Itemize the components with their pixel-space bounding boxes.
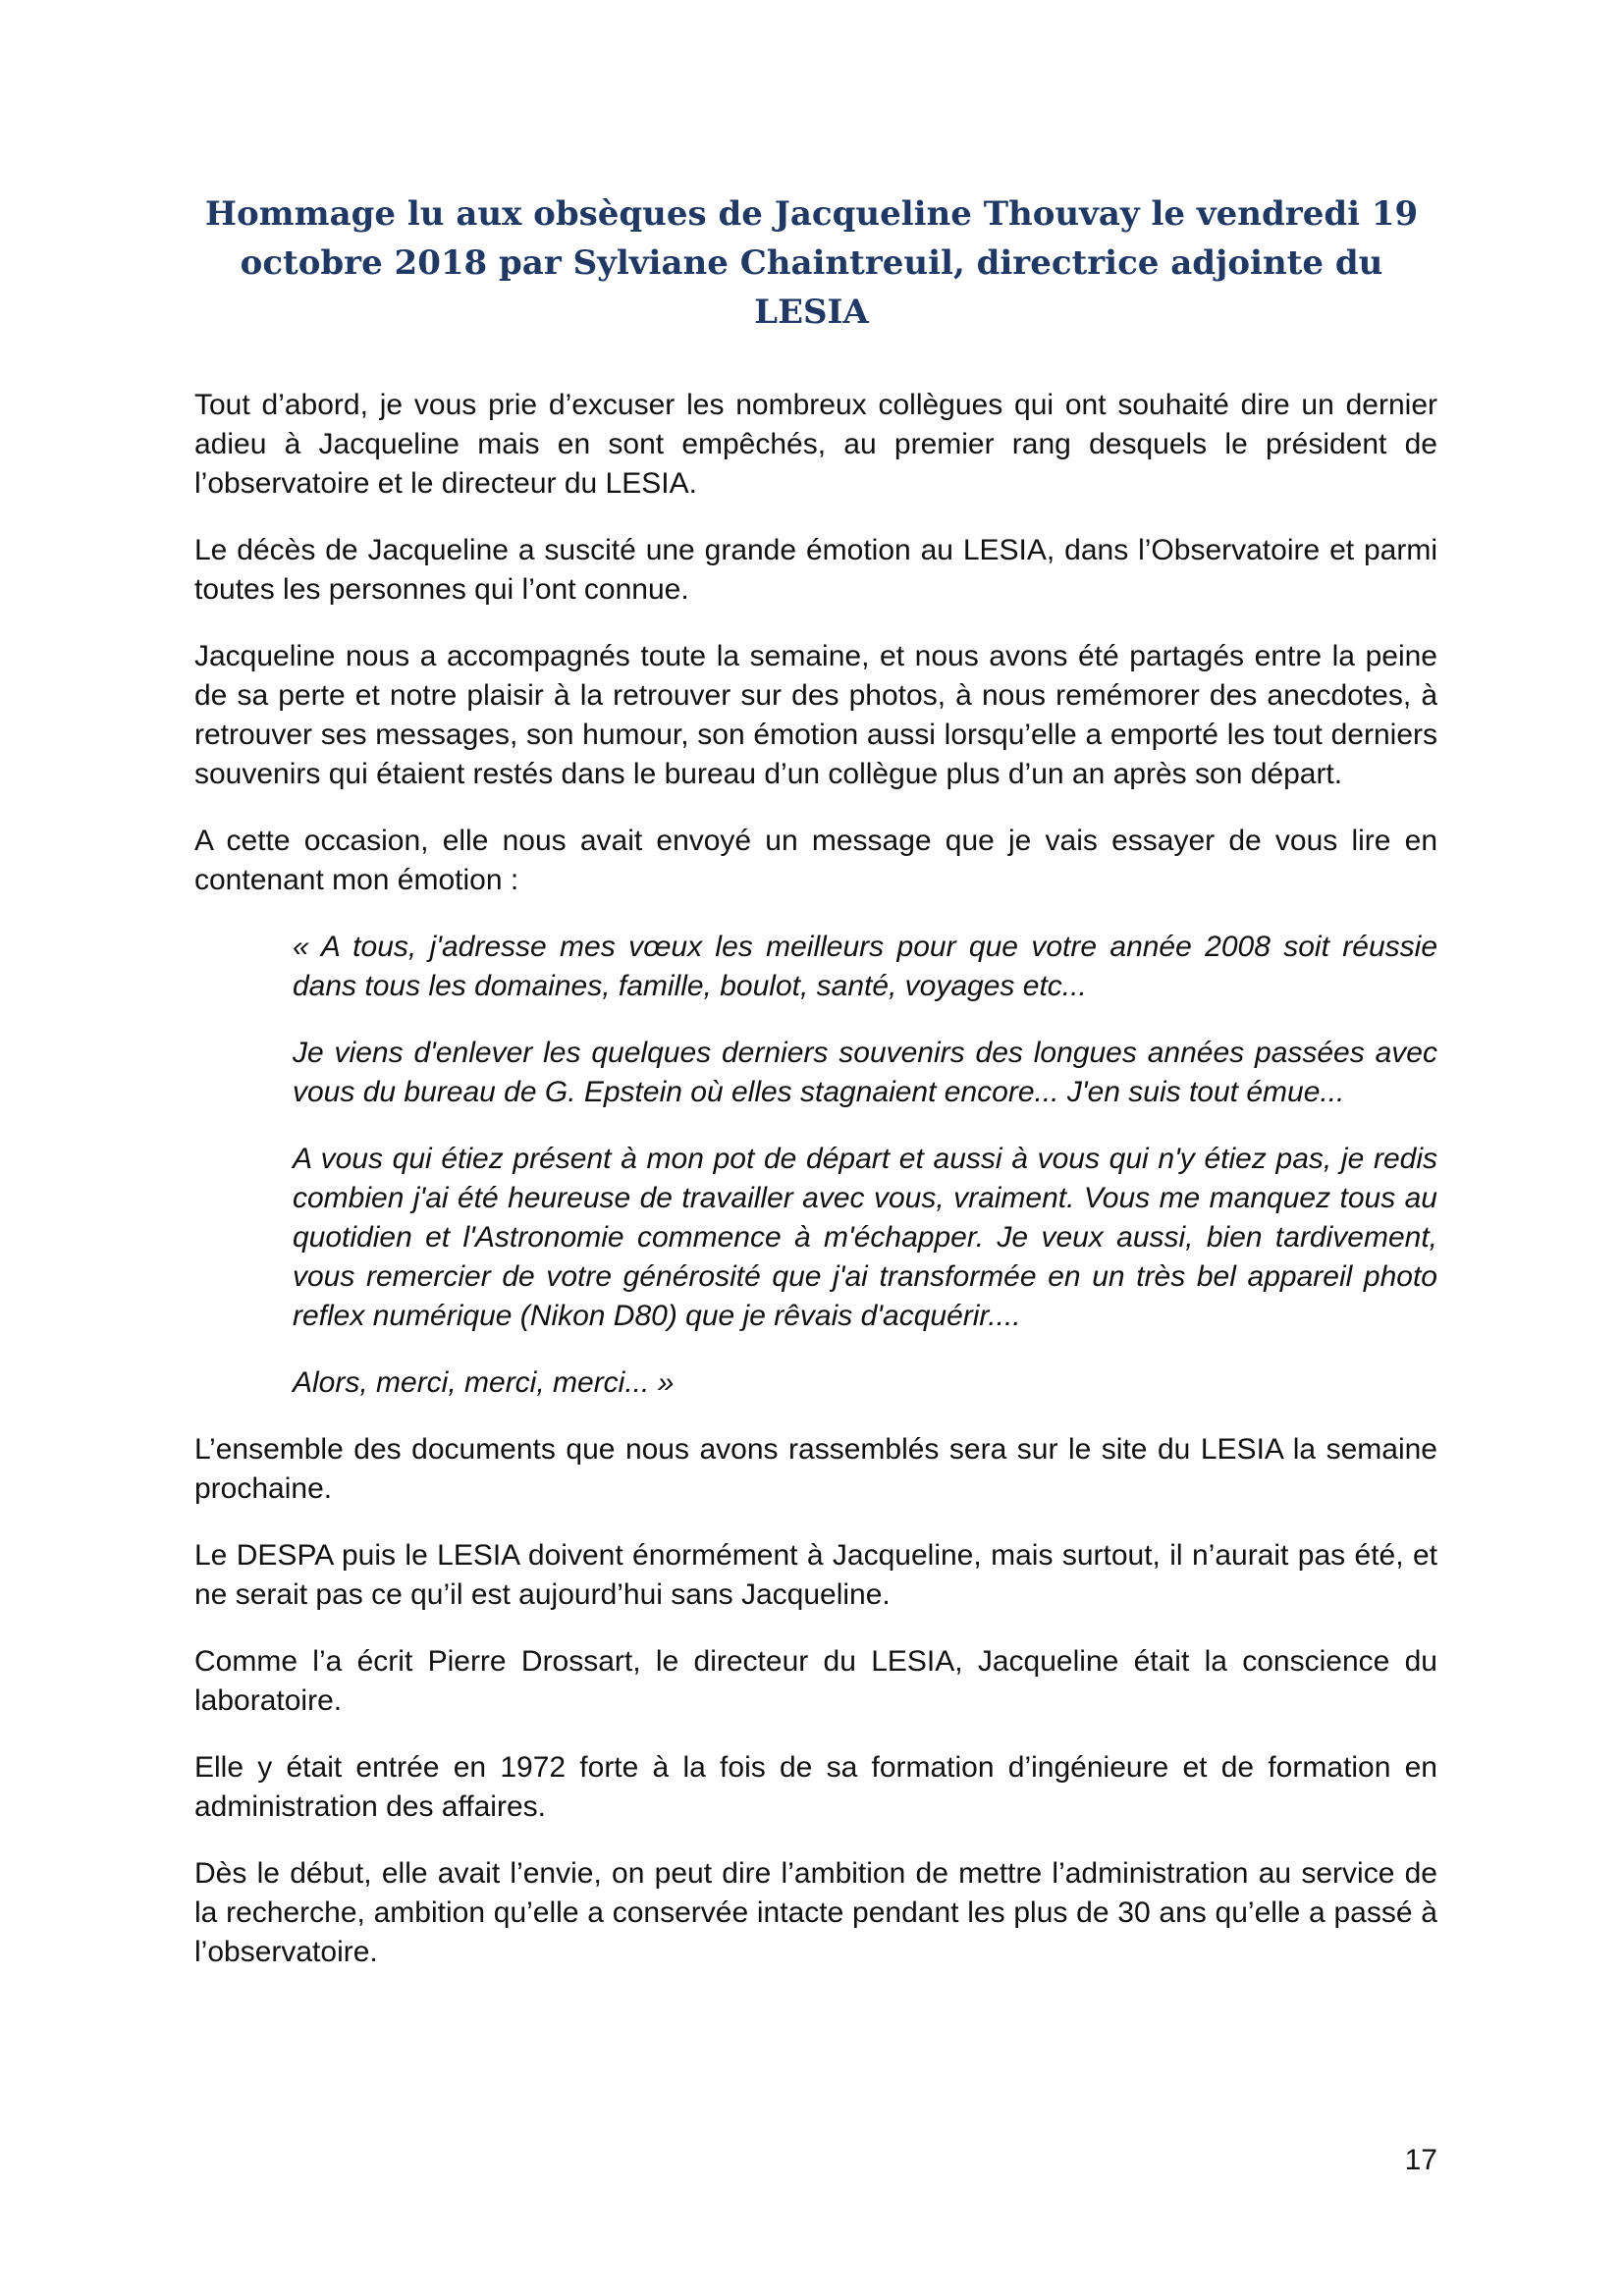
page-number: 17 (1404, 2144, 1437, 2176)
quote-paragraph-closing: Alors, merci, merci, merci... » (293, 1366, 675, 1399)
quote-paragraph-thanks: A vous qui étiez présent à mon pot de départ et aussi à vous qui n'y étiez pas, je redis combien j'ai été heureuse de travailler avec vous, vraiment. Vous me manquez tous au quotidien et l'Astronomie commence à m'échapper. Je veux aussi, bien tardivement, vous remercier de votre générosité que j'ai transformée en un très bel appareil photo reflex numérique (Nikon D80) que je rêvais d'acquérir.... (293, 1143, 1437, 1332)
paragraph-emotion: Le décès de Jacqueline a suscité une grande émotion au LESIA, dans l’Observatoire et parmi toutes les personnes qui l’ont connue. (194, 534, 1437, 606)
paragraph-week-memories: Jacqueline nous a accompagnés toute la semaine, et nous avons été partagés entre la peine de sa perte et notre plaisir à la retrouver sur des photos, à nous remémorer des anecdotes, à retrouver ses messages, son humour, son émotion aussi lorsqu’elle a emporté les tout derniers souvenirs qui étaient restés dans le bureau d’un collègue plus d’un an après son départ. (194, 640, 1437, 790)
quote-paragraph-souvenirs: Je viens d'enlever les quelques derniers souvenirs des longues années passées avec vous du bureau de G. Epstein où elles stagnaient encore... J'en suis tout émue... (293, 1037, 1437, 1108)
quote-paragraph-wishes: « A tous, j'adresse mes vœux les meilleurs pour que votre année 2008 soit réussie dans tous les domaines, famille, boulot, santé, voyages etc... (293, 931, 1437, 1002)
paragraph-conscience: Comme l’a écrit Pierre Drossart, le directeur du LESIA, Jacqueline était la conscience du laboratoire. (194, 1645, 1437, 1717)
paragraph-apologies: Tout d’abord, je vous prie d’excuser les nombreux collègues qui ont souhaité dire un dernier adieu à Jacqueline mais en sont empêchés, au premier rang desquels le président de l’observatoire et le directeur du LESIA. (194, 389, 1437, 500)
document-body (194, 386, 1437, 2000)
paragraph-ambition: Dès le début, elle avait l’envie, on peut dire l’ambition de mettre l’administration au service de la recherche, ambition qu’elle a conservée intacte pendant les plus de 30 ans qu’elle a passé à l’observatoire. (194, 1857, 1437, 1968)
quoted-message (293, 928, 1437, 1403)
paragraph-career-start: Elle y était entrée en 1972 forte à la fois de sa formation d’ingénieure et de formation en administration des affaires. (194, 1751, 1437, 1823)
document-title: Hommage lu aux obsèques de Jacqueline Thouvay le vendredi 19 octobre 2018 par Sylviane Chaintreuil, directrice adjointe du LESIA (204, 194, 1419, 332)
paragraph-message-intro: A cette occasion, elle nous avait envoyé un message que je vais essayer de vous lire en contenant mon émotion : (194, 825, 1437, 896)
paragraph-documents: L’ensemble des documents que nous avons rassemblés sera sur le site du LESIA la semaine prochaine. (194, 1433, 1437, 1505)
paragraph-despa-lesia: Le DESPA puis le LESIA doivent énormément à Jacqueline, mais surtout, il n’aurait pas été, et ne serait pas ce qu’il est aujourd’hui sans Jacqueline. (194, 1539, 1437, 1611)
